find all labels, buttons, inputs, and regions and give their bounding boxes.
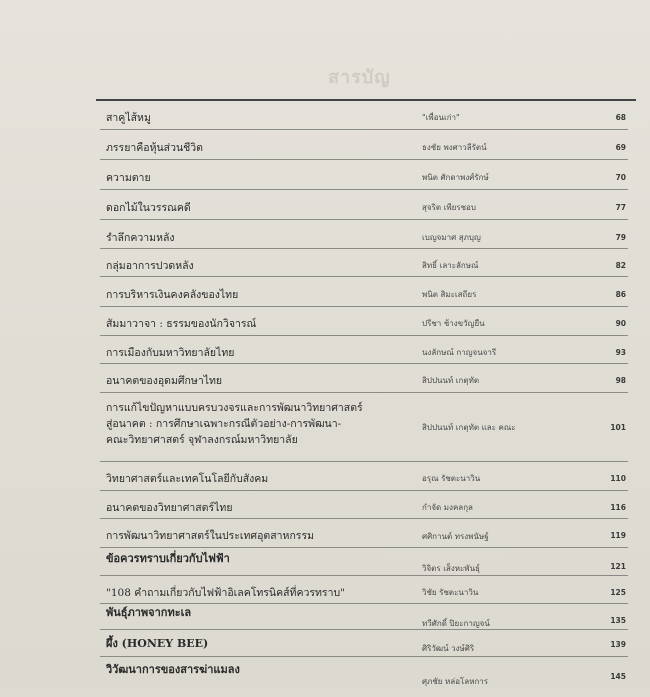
toc-author: ทวีศักดิ์ ปิยะกาญจน์ [422, 619, 490, 628]
toc-title: ดอกไม้ในวรรณคดี [106, 202, 191, 214]
toc-row [100, 277, 628, 307]
toc-row [100, 519, 628, 548]
toc-author: ศศิกานต์ ทรงพนัษฐ์ [422, 532, 489, 541]
toc-page: 68 [615, 113, 626, 122]
toc-row [100, 190, 628, 220]
toc-row [100, 576, 628, 604]
toc-page: 119 [610, 531, 626, 540]
toc-author: "เพื่อนเก่า" [422, 113, 460, 122]
toc-author: นงลักษณ์ กาญจนจารี [422, 348, 497, 357]
toc-row [100, 307, 628, 336]
page-header-faded: สารบัญ [328, 67, 391, 88]
toc-title: อนาคตของอุดมศึกษาไทย [106, 375, 223, 387]
toc-author: พนิต สิมะเสถียร [422, 290, 477, 299]
toc-author: ศุภชัย หล่อโลหการ [422, 677, 489, 686]
toc-title: รำลึกความหลัง [106, 232, 175, 244]
toc-author: สิทธิ์ เลาะลักษณ์ [422, 261, 479, 270]
toc-author: ศิริวัฒน์ วงษ์ศิริ [422, 644, 475, 653]
toc-title: ภรรยาคือหุ้นส่วนชีวิต [106, 142, 204, 154]
toc-row [100, 249, 628, 277]
toc-page: 93 [615, 348, 626, 357]
toc-page: 69 [615, 143, 626, 152]
toc-page: 110 [610, 474, 626, 483]
toc-page: 70 [615, 173, 626, 182]
toc-page: 121 [610, 562, 626, 571]
toc-author: สิปปนนท์ เกตุทัต [422, 376, 480, 385]
toc-row [100, 393, 628, 462]
toc-row [100, 336, 628, 364]
toc-author: วิชัย รัชตะนาวิน [422, 588, 479, 597]
toc-page: 86 [615, 290, 626, 299]
toc-title: "108 คำถามเกี่ยวกับไฟฟ้าอิเลคโทรนิคส์ที่ควรทราบ" [106, 587, 345, 599]
toc-title: การพัฒนาวิทยาศาสตร์ในประเทศอุตสาหกรรม [106, 530, 315, 542]
toc-title: สาคูไส้หมู [106, 112, 151, 124]
toc-page: 135 [610, 616, 626, 625]
toc-row [100, 491, 628, 519]
toc-title: ผึ้ง (HONEY BEE) [106, 637, 209, 650]
toc-author: สุจริต เพียรชอบ [422, 203, 476, 212]
toc-page: 77 [615, 203, 626, 212]
toc-title: ความตาย [106, 172, 151, 184]
toc-row [100, 101, 628, 130]
toc-page: 116 [610, 503, 626, 512]
toc-page: 139 [610, 640, 626, 649]
toc-author: พนิต ศักดาพงศ์รักษ์ [422, 173, 489, 182]
toc-author: ปรีชา ช้างขวัญยืน [422, 319, 485, 328]
toc-author: สิปปนนท์ เกตุทัต และ คณะ [422, 423, 516, 432]
toc-page: 79 [615, 233, 626, 242]
toc-author: ธงชัย พงศาวลีรัตน์ [422, 143, 487, 152]
toc-page: 98 [615, 376, 626, 385]
toc-page: 90 [615, 319, 626, 328]
toc-author: วิจิตร เส็งหะพันธุ์ [422, 564, 480, 573]
toc-title: การแก้ไขปัญหาแบบครบวงจรและการพัฒนาวิทยาศาสตร์ สู่อนาคต : การศึกษาเฉพาะกรณีตัวอย่าง-การพัฒนา- คณะวิทยาศาสตร์ จุฬาลงกรณ์มหาวิทยาลัย [106, 402, 363, 446]
toc-title: ข้อควรทราบเกี่ยวกับไฟฟ้า [106, 552, 230, 565]
toc-title: พันธุ์ภาพจากทะเล [106, 606, 192, 619]
toc-row [100, 220, 628, 249]
toc-row [100, 130, 628, 160]
table-of-contents [100, 101, 628, 697]
toc-title: อนาคตของวิทยาศาสตร์ไทย [106, 502, 233, 514]
toc-page: 145 [610, 672, 626, 681]
toc-page: 82 [615, 261, 626, 270]
toc-title: วิทยาศาสตร์และเทคโนโลยีกับสังคม [106, 473, 269, 485]
toc-title: กลุ่มอาการปวดหลัง [106, 260, 194, 272]
toc-title: การเมืองกับมหาวิทยาลัยไทย [106, 347, 235, 359]
toc-row [100, 548, 628, 576]
toc-page: 125 [610, 588, 626, 597]
toc-row [100, 462, 628, 491]
toc-row [100, 657, 628, 697]
toc-row [100, 160, 628, 190]
toc-author: อรุณ รัชตะนาวิน [422, 474, 481, 483]
toc-title: วิวัฒนาการของสารฆ่าแมลง [106, 663, 240, 676]
toc-row [100, 604, 628, 630]
toc-author: กำจัด มงคลกุล [422, 503, 473, 512]
toc-row [100, 630, 628, 657]
toc-page: 101 [610, 423, 626, 432]
toc-author: เบญจมาศ สุภบุญ [422, 233, 481, 242]
toc-title: สัมมาวาจา : ธรรมของนักวิจารณ์ [106, 318, 257, 330]
toc-row [100, 364, 628, 393]
toc-title: การบริหารเงินคงคลังของไทย [106, 289, 239, 301]
